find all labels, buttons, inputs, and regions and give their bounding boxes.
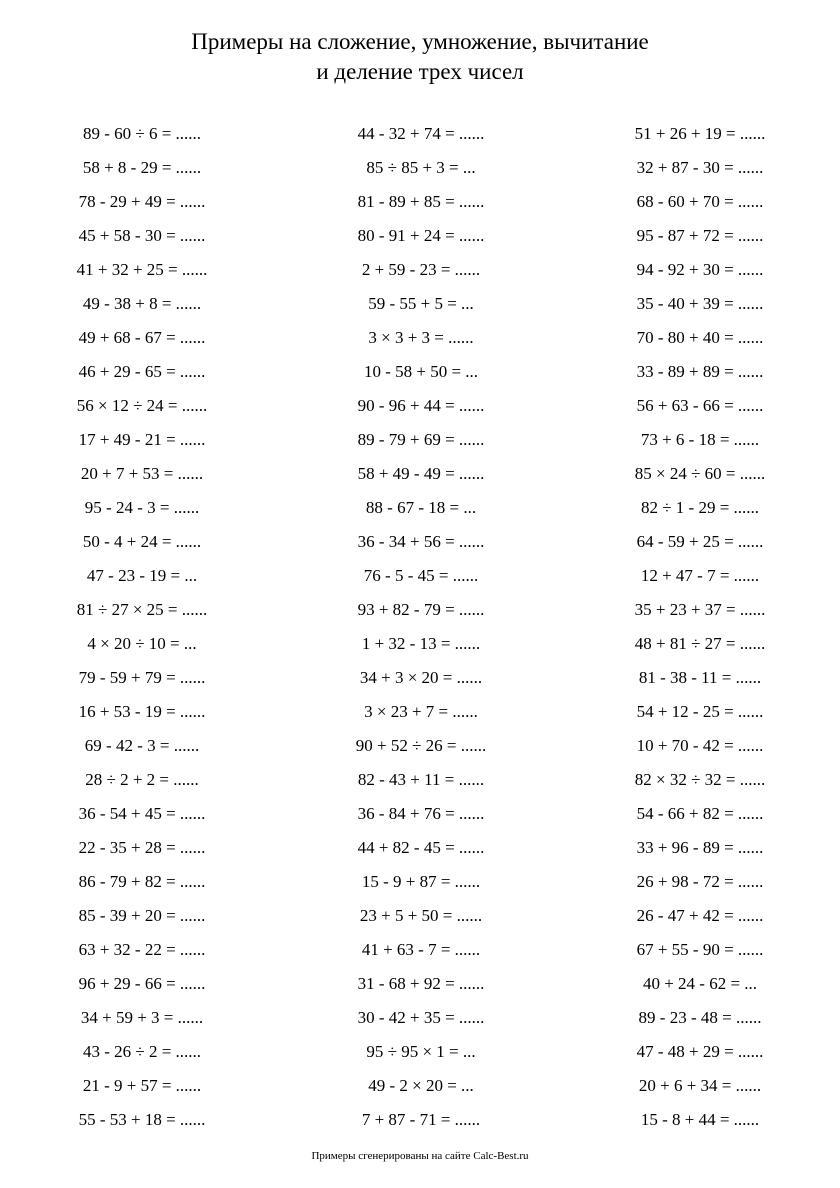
math-problem: 26 - 47 + 42 = ...... <box>636 906 764 925</box>
footer-credit: Примеры сгенерированы на сайте Calc-Best.ru <box>311 1150 529 1162</box>
math-problem: 3 × 3 + 3 = ...... <box>368 328 474 347</box>
math-problem: 76 - 5 - 45 = ...... <box>363 566 479 585</box>
math-problem: 80 - 91 + 24 = ...... <box>357 226 485 245</box>
math-problem: 36 - 54 + 45 = ...... <box>78 804 206 823</box>
math-problem: 51 + 26 + 19 = ...... <box>634 124 766 143</box>
math-problem: 50 - 4 + 24 = ...... <box>82 532 202 551</box>
math-problem: 95 ÷ 95 × 1 = ... <box>366 1042 476 1061</box>
math-problem: 59 - 55 + 5 = ... <box>368 294 474 313</box>
math-problem: 81 - 89 + 85 = ...... <box>357 192 485 211</box>
math-problem: 56 + 63 - 66 = ...... <box>636 396 764 415</box>
math-problem: 49 - 38 + 8 = ...... <box>82 294 202 313</box>
math-problem: 36 - 84 + 76 = ...... <box>357 804 485 823</box>
math-problem: 95 - 24 - 3 = ...... <box>84 498 200 517</box>
math-problem: 33 + 96 - 89 = ...... <box>636 838 764 857</box>
math-problem: 34 + 3 × 20 = ...... <box>359 668 483 687</box>
math-problem: 41 + 63 - 7 = ...... <box>361 940 481 959</box>
math-problem: 89 - 60 ÷ 6 = ...... <box>82 124 202 143</box>
math-problem: 36 - 34 + 56 = ...... <box>357 532 485 551</box>
math-problem: 20 + 6 + 34 = ...... <box>638 1076 762 1095</box>
title-line-2: и деление трех чисел <box>316 59 524 84</box>
math-problem: 85 - 39 + 20 = ...... <box>78 906 206 925</box>
problems-grid <box>0 117 840 1137</box>
math-problem: 95 - 87 + 72 = ...... <box>636 226 764 245</box>
math-problem: 96 + 29 - 66 = ...... <box>78 974 206 993</box>
math-problem: 23 + 5 + 50 = ...... <box>359 906 483 925</box>
math-problem: 1 + 32 - 13 = ...... <box>361 634 481 653</box>
math-problem: 90 + 52 ÷ 26 = ...... <box>355 736 487 755</box>
math-problem: 67 + 55 - 90 = ...... <box>636 940 764 959</box>
math-problem: 43 - 26 ÷ 2 = ...... <box>82 1042 202 1061</box>
math-problem: 44 + 82 - 45 = ...... <box>357 838 485 857</box>
math-problem: 79 - 59 + 79 = ...... <box>78 668 206 687</box>
math-problem: 82 × 32 ÷ 32 = ...... <box>634 770 766 789</box>
math-problem: 26 + 98 - 72 = ...... <box>636 872 764 891</box>
math-problem: 58 + 8 - 29 = ...... <box>82 158 202 177</box>
math-problem: 47 - 23 - 19 = ... <box>86 566 198 585</box>
math-problem: 64 - 59 + 25 = ...... <box>636 532 764 551</box>
math-problem: 55 - 53 + 18 = ...... <box>78 1110 206 1129</box>
math-problem: 30 - 42 + 35 = ...... <box>357 1008 485 1027</box>
math-problem: 94 - 92 + 30 = ...... <box>636 260 764 279</box>
math-problem: 48 + 81 ÷ 27 = ...... <box>634 634 766 653</box>
math-problem: 81 - 38 - 11 = ...... <box>638 668 762 687</box>
math-problem: 22 - 35 + 28 = ...... <box>78 838 206 857</box>
math-problem: 82 - 43 + 11 = ...... <box>357 770 485 789</box>
math-problem: 54 - 66 + 82 = ...... <box>636 804 764 823</box>
math-problem: 32 + 87 - 30 = ...... <box>636 158 764 177</box>
math-problem: 2 + 59 - 23 = ...... <box>361 260 481 279</box>
math-problem: 89 - 79 + 69 = ...... <box>357 430 485 449</box>
page-title <box>0 27 840 87</box>
math-problem: 34 + 59 + 3 = ...... <box>80 1008 204 1027</box>
math-problem: 35 - 40 + 39 = ...... <box>636 294 764 313</box>
math-problem: 16 + 53 - 19 = ...... <box>78 702 206 721</box>
math-problem: 10 - 58 + 50 = ... <box>363 362 479 381</box>
math-problem: 10 + 70 - 42 = ...... <box>636 736 764 755</box>
math-problem: 17 + 49 - 21 = ...... <box>78 430 206 449</box>
math-problem: 40 + 24 - 62 = ... <box>642 974 758 993</box>
math-problem: 54 + 12 - 25 = ...... <box>636 702 764 721</box>
math-problem: 33 - 89 + 89 = ...... <box>636 362 764 381</box>
math-problem: 89 - 23 - 48 = ...... <box>638 1008 762 1027</box>
math-problem: 63 + 32 - 22 = ...... <box>78 940 206 959</box>
math-problem: 78 - 29 + 49 = ...... <box>78 192 206 211</box>
math-problem: 3 × 23 + 7 = ...... <box>364 702 478 721</box>
math-problem: 81 ÷ 27 × 25 = ...... <box>76 600 208 619</box>
math-problem: 44 - 32 + 74 = ...... <box>357 124 485 143</box>
math-problem: 4 × 20 ÷ 10 = ... <box>87 634 197 653</box>
math-problem: 46 + 29 - 65 = ...... <box>78 362 206 381</box>
math-problem: 47 - 48 + 29 = ...... <box>636 1042 764 1061</box>
math-problem: 12 + 47 - 7 = ...... <box>640 566 760 585</box>
math-problem: 85 × 24 ÷ 60 = ...... <box>634 464 766 483</box>
math-problem: 45 + 58 - 30 = ...... <box>78 226 206 245</box>
math-problem: 86 - 79 + 82 = ...... <box>78 872 206 891</box>
math-problem: 90 - 96 + 44 = ...... <box>357 396 485 415</box>
problems-column-2 <box>281 117 561 1137</box>
math-problem: 85 ÷ 85 + 3 = ... <box>366 158 476 177</box>
math-problem: 73 + 6 - 18 = ...... <box>640 430 760 449</box>
math-problem: 49 + 68 - 67 = ...... <box>78 328 206 347</box>
problems-column-3 <box>560 117 840 1137</box>
math-problem: 35 + 23 + 37 = ...... <box>634 600 766 619</box>
math-problem: 21 - 9 + 57 = ...... <box>82 1076 202 1095</box>
math-problem: 20 + 7 + 53 = ...... <box>80 464 204 483</box>
math-problem: 15 - 9 + 87 = ...... <box>361 872 481 891</box>
math-problem: 88 - 67 - 18 = ... <box>365 498 477 517</box>
title-line-1: Примеры на сложение, умножение, вычитание <box>191 29 649 54</box>
math-problem: 93 + 82 - 79 = ...... <box>357 600 485 619</box>
math-problem: 28 ÷ 2 + 2 = ...... <box>85 770 199 789</box>
math-problem: 7 + 87 - 71 = ...... <box>361 1110 481 1129</box>
math-problem: 31 - 68 + 92 = ...... <box>357 974 485 993</box>
math-problem: 49 - 2 × 20 = ... <box>368 1076 474 1095</box>
math-problem: 56 × 12 ÷ 24 = ...... <box>76 396 208 415</box>
math-problem: 41 + 32 + 25 = ...... <box>76 260 208 279</box>
math-problem: 58 + 49 - 49 = ...... <box>357 464 485 483</box>
problems-column-1 <box>2 117 282 1137</box>
math-problem: 69 - 42 - 3 = ...... <box>84 736 200 755</box>
math-problem: 82 ÷ 1 - 29 = ...... <box>640 498 760 517</box>
math-problem: 68 - 60 + 70 = ...... <box>636 192 764 211</box>
math-problem: 70 - 80 + 40 = ...... <box>636 328 764 347</box>
math-problem: 15 - 8 + 44 = ...... <box>640 1110 760 1129</box>
